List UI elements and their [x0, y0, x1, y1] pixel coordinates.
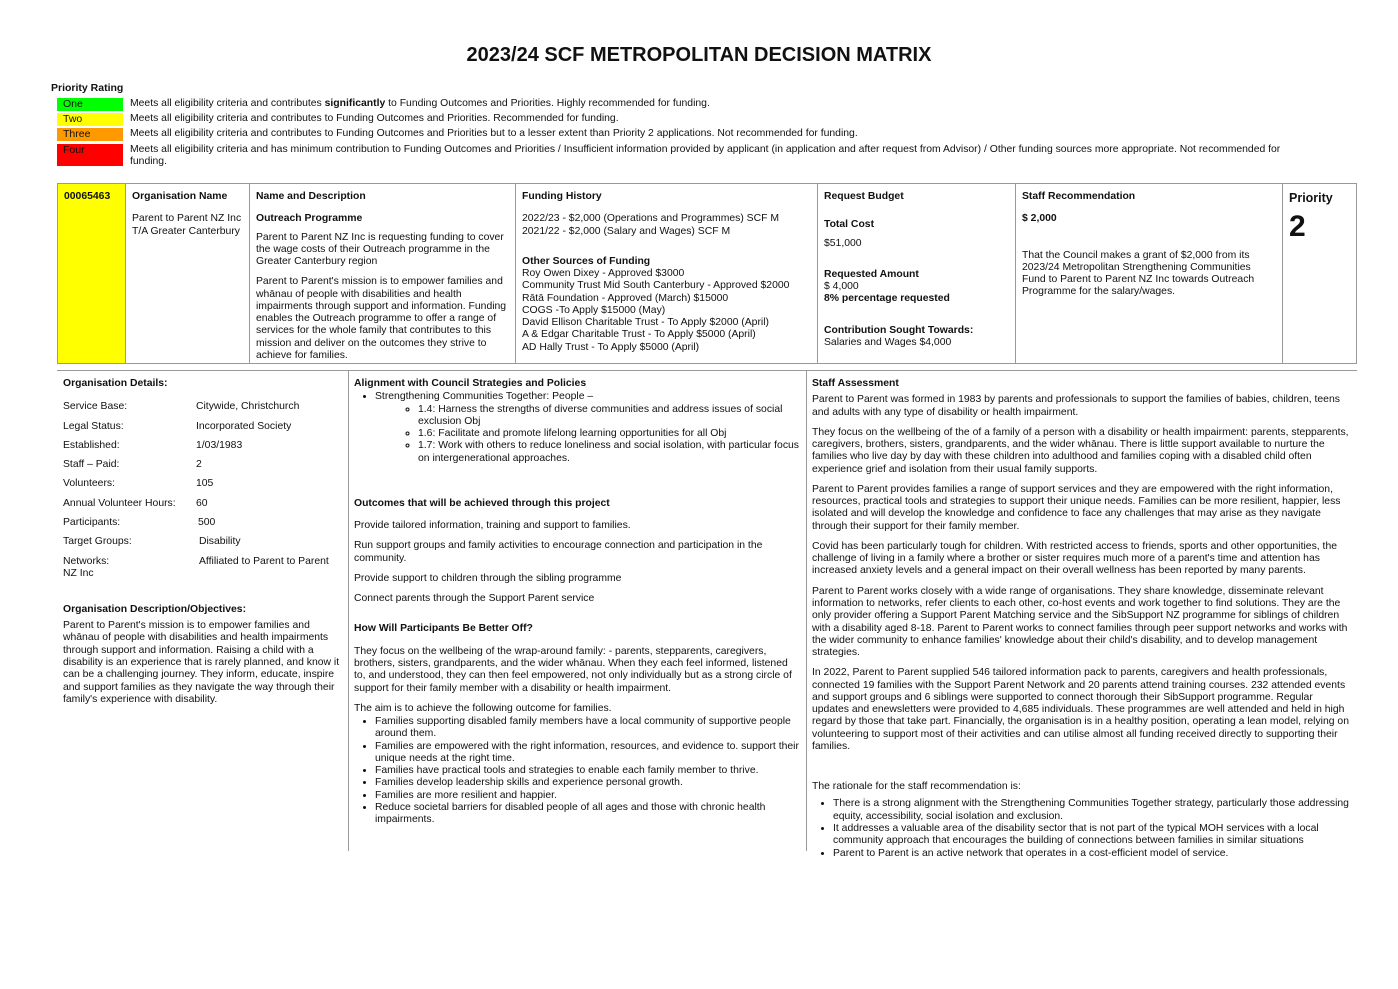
detail-row [63, 517, 343, 536]
rationale-intro: The rationale for the staff recommendation is: [812, 781, 1021, 793]
organisation-column [125, 184, 249, 363]
detail-value: 2 [196, 459, 202, 471]
application-id: 00065463 [58, 184, 125, 363]
strategy-objective: ◦ 1.6: Facilitate and promote lifelong learning opportunities for all Obj [418, 428, 802, 440]
detail-row [63, 478, 343, 497]
detail-value: 105 [196, 478, 214, 490]
staff-recommendation-amount: $ 2,000 [1022, 213, 1057, 225]
organisation-description: Parent to Parent's mission is to empower families and whānau of people with disabilities and health impairments through support and information. Raising a child with a disability is an experience that is rarely planned, and know it can be a challenging journey. They inform, educate, inspire and support families as they navigate the way through their family's experience with disability. [63, 620, 340, 705]
other-source-item: Rātā Foundation - Approved (March) $15000 [522, 292, 729, 304]
funding-history-column [515, 184, 817, 363]
section-heading: How Will Participants Be Better Off? [354, 623, 533, 635]
organisation-name: Parent to Parent NZ Inc T/A Greater Canterbury [132, 213, 242, 237]
organisation-details-section [63, 378, 343, 706]
detail-value: Disability [199, 536, 241, 548]
other-sources-heading: Other Sources of Funding [522, 255, 651, 267]
other-source-item: COGS -To Apply $15000 (May) [522, 304, 666, 316]
document-title: 2023/24 SCF METROPOLITAN DECISION MATRIX [466, 44, 932, 66]
assessment-paragraph: They focus on the wellbeing of the of a family of a person with a disability or health impairment: parents, stepparents, caregivers, brothers, sisters, grandparents, and the wider whānau. There is little support available to nurture the families who live day by day with these children into adulthood and families coping with a disabled child often experience grief and isolation from their usual family supports. [812, 426, 1349, 475]
column-header: Funding History [522, 191, 602, 202]
name-description-column [249, 184, 515, 363]
request-budget-column [817, 184, 1015, 363]
assessment-paragraph: Parent to Parent works closely with a wide range of organisations. They share knowledge, disseminate relevant information to networks, refer clients to each other, co-host events and work together to find solutions. They are the only provider offering a Support Parent Matching service and the SibSupport NZ programme for siblings of children with a disability aged 8-18. Parent to Parent works to connect families through peer support networks and works with the wider community to enhance families' knowledge about their child's disability, and to develop management strategies. [812, 585, 1348, 659]
detail-value: 500 [198, 517, 216, 529]
other-source-item: AD Hally Trust - To Apply $5000 (April) [522, 341, 700, 353]
detail-label: Annual Volunteer Hours: [63, 497, 176, 509]
column-header: Request Budget [824, 191, 904, 202]
detail-label: Target Groups: [63, 536, 132, 548]
detail-row [63, 536, 343, 555]
detail-label: Volunteers: [63, 478, 115, 490]
other-source-item: David Ellison Charitable Trust - To Apply $2000 (April) [522, 317, 769, 329]
column-header: Priority [1289, 191, 1333, 205]
detail-row [63, 401, 343, 420]
total-cost-value: $51,000 [824, 237, 862, 249]
better-off-paragraph: They focus on the wellbeing of the wrap-around family: - parents, stepparents, caregivers, brothers, sisters, grandparents, and the wider whānau. When they each feel informed, listened to, and understood, they can then feel empowered, not only individually but as a strong circle of support for their family member with a disability or health impairment. [354, 645, 792, 694]
assessment-paragraph: Parent to Parent was formed in 1983 by parents and professionals to support the families of babies, children, teens and adults with any type of disability or health impairment. [812, 394, 1340, 418]
assessment-paragraph: Covid has been particularly tough for children. With restricted access to friends, sports and other opportunities, the challenge of living in a family where a brother or sister requires much more of a parent's time and attention has increased anxiety levels and a general impact on their overall wellness has been reported by many parents. [812, 540, 1337, 577]
funding-history-item: 2022/23 - $2,000 (Operations and Programmes) SCF M [522, 213, 780, 225]
detail-row [63, 459, 343, 478]
section-heading: Staff Assessment [812, 378, 899, 389]
priority-swatch: One [57, 98, 123, 111]
detail-label: Legal Status: [63, 420, 124, 432]
other-source-item: Roy Owen Dixey - Approved $3000 [522, 268, 685, 280]
outcome-item: Provide support to children through the sibling programme [354, 572, 622, 584]
section-heading: Organisation Description/Objectives: [63, 603, 247, 615]
priority-description: Meets all eligibility criteria and contributes significantly to Funding Outcomes and Priorities. Highly recommended for funding. [130, 98, 710, 109]
total-cost-label: Total Cost [824, 219, 875, 231]
detail-row [63, 421, 343, 440]
priority-value: 2 [1289, 209, 1306, 243]
application-summary-table [57, 183, 1357, 364]
rationale-item: • It addresses a valuable area of the disability sector that is not part of the typical MOH services with a local community approach that encourages the building of connections between families in similar situations [833, 823, 1352, 848]
column-divider [806, 371, 807, 851]
detail-label: Established: [63, 439, 120, 451]
priority-swatch: Two [57, 113, 123, 126]
alignment-section [354, 378, 802, 826]
detail-label: Participants: [63, 517, 121, 529]
column-header: Organisation Name [132, 191, 228, 202]
staff-assessment-section [812, 378, 1352, 860]
aim-item: • Reduce societal barriers for disabled people of all ages and those with chronic health impairments. [375, 802, 802, 827]
requested-amount-label: Requested Amount [824, 268, 919, 280]
detail-label: Networks: [63, 555, 110, 567]
column-divider [348, 371, 349, 851]
staff-recommendation-text: That the Council makes a grant of $2,000 from its 2023/24 Metropolitan Strengthening Communities Fund to Parent to Parent NZ Inc towards Outreach Programme for the salary/wages. [1022, 249, 1255, 298]
column-header: Staff Recommendation [1022, 191, 1136, 202]
priority-description: Meets all eligibility criteria and contributes to Funding Outcomes and Priorities. Recommended for funding. [130, 113, 619, 124]
detail-row [63, 556, 343, 568]
assessment-paragraph: Parent to Parent provides families a range of support services and they are empowered with the right information, resources, practical tools and strategies to support their unique needs. Families can be more resilient, happier, less isolated and will develop the knowledge and confidence to face any challenges that may arise as they navigate through their support for their family member. [812, 483, 1341, 532]
aim-item: • Families have practical tools and strategies to enable each family member to thrive. [375, 765, 802, 777]
programme-name: Outreach Programme [256, 213, 363, 225]
outcome-item: Connect parents through the Support Parent service [354, 593, 595, 605]
priority-swatch: Three [57, 128, 123, 141]
strategy-objective: ◦ 1.4: Harness the strengths of diverse communities and address issues of social exclusion Obj [418, 404, 802, 429]
outcome-item: Provide tailored information, training and support to families. [354, 520, 631, 532]
rationale-item: • There is a strong alignment with the Strengthening Communities Together strategy, particularly those addressing equity, accessibility, social isolation and exclusion. [833, 798, 1352, 823]
aim-item: • Families develop leadership skills and experience personal growth. [375, 777, 802, 789]
contribution-value: Salaries and Wages $4,000 [824, 336, 952, 348]
detail-value: 1/03/1983 [196, 439, 243, 451]
detail-row [63, 498, 343, 517]
aim-item: • Families supporting disabled family members have a local community of supportive people around them. [375, 716, 802, 741]
detail-row [63, 440, 343, 459]
detail-value-continued: NZ Inc [63, 567, 94, 579]
staff-recommendation-column [1015, 184, 1282, 363]
description-paragraph: Parent to Parent NZ Inc is requesting funding to cover the wage costs of their Outreach programme in the Greater Canterbury region [256, 231, 504, 268]
rationale-item: • Parent to Parent is an active network that operates in a cost-efficient model of service. [833, 848, 1352, 860]
strategy-item: • Strengthening Communities Together: People – [375, 391, 802, 403]
outcome-item: Run support groups and family activities to encourage connection and participation in the community. [354, 540, 763, 564]
priority-swatch: Four [57, 144, 123, 166]
section-heading: Alignment with Council Strategies and Policies [354, 378, 587, 389]
aim-intro: The aim is to achieve the following outcome for families. [354, 702, 612, 714]
detail-label: Service Base: [63, 401, 128, 413]
section-divider [57, 370, 1357, 371]
requested-amount-value: $ 4,000 [824, 281, 859, 293]
aim-item: • Families are more resilient and happier. [375, 790, 802, 802]
section-heading: Organisation Details: [63, 378, 168, 389]
column-header: Name and Description [256, 191, 366, 202]
description-paragraph: Parent to Parent's mission is to empower families and whānau of people with disabilities and health impairments through support and information. Funding enables the Outreach programme to offer a range of services for the whole family that contributes to this mission and deliver on the outcomes they strive to achieve for families. [256, 276, 507, 361]
priority-description: Meets all eligibility criteria and contributes to Funding Outcomes and Priorities but to a lesser extent than Priority 2 applications. Not recommended for funding. [130, 128, 858, 139]
section-heading: Outcomes that will be achieved through this project [354, 497, 610, 509]
percent-requested: 8% percentage requested [824, 293, 950, 305]
strategy-objective: ◦ 1.7: Work with others to reduce loneliness and social isolation, with particular focus on intergenerational approaches. [418, 440, 802, 465]
aim-item: • Families are empowered with the right information, resources, and evidence to. support their unique needs at the right time. [375, 741, 802, 766]
funding-history-item: 2021/22 - $2,000 (Salary and Wages) SCF M [522, 225, 731, 237]
other-source-item: A & Edgar Charitable Trust - To Apply $5000 (April) [522, 329, 756, 341]
detail-label: Staff – Paid: [63, 459, 120, 471]
priority-column [1282, 184, 1356, 363]
other-source-item: Community Trust Mid South Canterbury - Approved $2000 [522, 280, 790, 292]
priority-description: Meets all eligibility criteria and has minimum contribution to Funding Outcomes and Priorities / Insufficient information provided by applicant (in application and after request from Advisor) / Other funding sources more appropriate. Not recommended for funding. [130, 144, 1281, 167]
detail-value: 60 [196, 497, 208, 509]
assessment-paragraph: In 2022, Parent to Parent supplied 546 tailored information pack to parents, caregivers and health professionals, connected 19 families with the Support Parent Network and 20 parents attend training courses. 232 attended events and support groups and 6 siblings were supported to connect thorough their SibSupport programme. Regular updates and enewsletters were provided to 4,685 individuals. These programmes are well attended and held in high regard by those that take part. Financially, the organisation is in a healthy position, operating a lean model, relying on volunteering to support most of their activities and can utilise almost all funding received directly to supporting their families. [812, 667, 1349, 752]
detail-value: Affiliated to Parent to Parent [199, 555, 329, 567]
detail-value: Incorporated Society [196, 420, 292, 432]
contribution-label: Contribution Sought Towards: [824, 324, 974, 336]
priority-rating-heading: Priority Rating [51, 82, 124, 94]
detail-value: Citywide, Christchurch [196, 401, 300, 413]
